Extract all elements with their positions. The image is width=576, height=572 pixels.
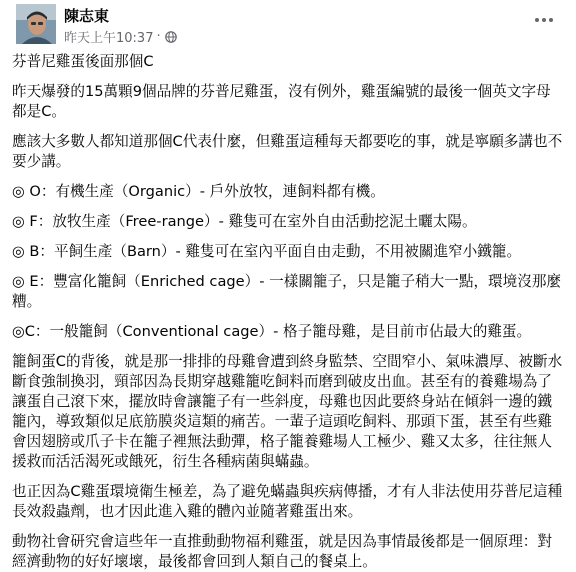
post-timestamp[interactable]: 昨天上午10:37 bbox=[64, 31, 154, 46]
post-title: 芬普尼雞蛋後面那個C bbox=[12, 53, 154, 70]
post-meta bbox=[64, 27, 177, 46]
post-list-item: ◎ E：豐富化籠飼（Enriched cage）- 一樣關籠子，只是籠子稍大一點，環境沒那麼糟。 bbox=[12, 273, 562, 310]
post-paragraph: 動物社會研究會這些年一直推動動物福利雞蛋，就是因為事情最後都是一個原理：對經濟動物的好好壞壞，最後都會回到人類自己的餐桌上。 bbox=[12, 533, 552, 570]
post-paragraph: 昨天爆發的15萬顆9個品牌的芬普尼雞蛋，沒有例外，雞蛋編號的最後一個英文字母都是C。 bbox=[12, 83, 551, 120]
avatar-image bbox=[16, 4, 56, 44]
post-paragraph: 籠飼蛋C的背後，就是那一排排的母雞會遭到終身監禁、空間窄小、氣味濃厚、被斷水斷食強制換羽，頸部因為長期穿越雞籠吃飼料而磨到破皮出血。甚至有的養雞場為了讓蛋自己滾下來，擺放時會讓籠子有一些斜度，母雞也因此要終身站在傾斜一邊的鐵籠內，導致類似足底筋膜炎這類的痛苦。一輩子這頭吃飼料、那頭下蛋，甚至有些雞會因翅膀或爪子卡在籠子裡無法動彈，格子籠養雞場人工極少、雞又太多，往往無人援救而活活渴死或餓死，衍生各種病菌與蟎蟲。 bbox=[12, 353, 563, 470]
post-list-item: ◎ B：平飼生產（Barn）- 雞隻可在室內平面自由走動，不用被關進窄小鐵籠。 bbox=[12, 243, 522, 260]
post-paragraph: 也正因為C雞蛋環境衛生極差，為了避免蟎蟲與疾病傳播，才有人非法使用芬普尼這種長效殺蟲劑，也才因此進入雞的體內並隨著雞蛋出來。 bbox=[12, 483, 563, 520]
globe-icon[interactable] bbox=[165, 31, 177, 43]
author-name[interactable]: 陳志東 bbox=[64, 7, 110, 25]
post-list-item: ◎C：一般籠飼（Conventional cage）- 格子籠母雞，是目前市佔最大的雞蛋。 bbox=[12, 323, 532, 340]
meta-separator: · bbox=[156, 29, 161, 44]
post-paragraph: 應該大多數人都知道那個C代表什麼，但雞蛋這種每天都要吃的事，就是寧願多講也不要少講。 bbox=[12, 133, 563, 170]
post-list-item: ◎ F：放牧生產（Free-range）- 雞隻可在室外自由活動挖泥土曬太陽。 bbox=[12, 213, 477, 230]
post-list-item: ◎ O：有機生產（Organic）- 戶外放牧，連飼料都有機。 bbox=[12, 183, 385, 200]
post-header bbox=[12, 0, 564, 52]
avatar[interactable] bbox=[16, 4, 56, 44]
post-body bbox=[12, 52, 564, 572]
more-options-icon[interactable] bbox=[528, 8, 560, 32]
